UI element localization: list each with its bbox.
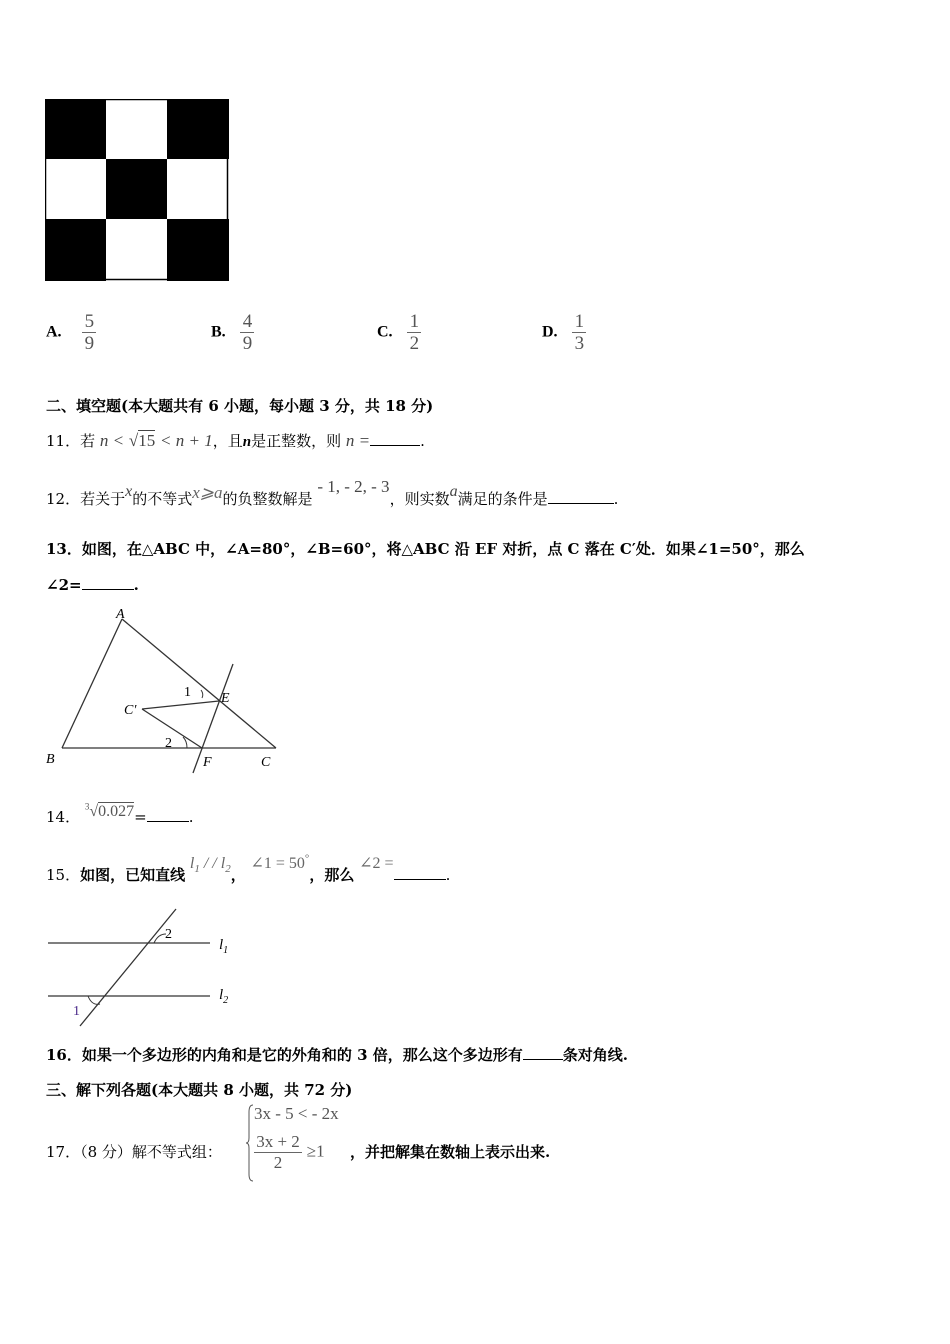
board-cell-black <box>45 99 106 159</box>
label-angle-2: 2 <box>165 736 172 751</box>
option-label: D. <box>542 323 558 341</box>
question-13-line2: ∠2= . <box>46 576 139 594</box>
cbrt-expression: $^3$√0.027 <box>84 801 135 820</box>
question-16: 16．如果一个多边形的内角和是它的外角和的 3 倍，那么这个多边形有 条对角线. <box>46 1046 628 1064</box>
label-b: B <box>46 752 55 767</box>
parallel-lines-figure <box>40 905 240 1030</box>
option-b <box>211 311 254 354</box>
label-angle-1: 1 <box>73 1004 80 1019</box>
fold-line-ef <box>193 664 233 773</box>
label-c-prime: C′ <box>124 703 137 718</box>
option-label: A. <box>46 323 62 341</box>
checkerboard-figure <box>45 99 229 281</box>
segment-c-prime-e <box>142 701 219 709</box>
answer-blank[interactable] <box>147 821 189 822</box>
question-17-tail: ，并把解集在数轴上表示出来. <box>350 1143 551 1161</box>
question-15: 15．如图，已知直线 $l_1$ / / $l_2$， ∠1 = 50°，那么 ∠2 =. <box>46 852 451 884</box>
label-l2: $l_2$ <box>219 987 229 1006</box>
label-l1: $l_1$ <box>219 937 229 956</box>
sqrt-expression: √15 <box>128 431 156 450</box>
option-fraction: $\frac{1}{2}$ <box>407 311 421 354</box>
answer-blank[interactable] <box>82 589 134 590</box>
board-cell-black <box>167 99 229 159</box>
option-fraction: $\frac{5}{9}$ <box>82 311 96 354</box>
angle-expression: ∠1 = 50° <box>250 852 310 872</box>
side-ac <box>122 619 276 748</box>
segment-c-prime-f <box>142 709 202 748</box>
board-cell-black <box>106 159 167 219</box>
question-11: 11．若 n < √15 < n + 1，且n是正整数，则 n = . <box>46 431 425 450</box>
board-cell-black <box>45 219 106 281</box>
inequality-system: 3x - 5 < - 2x $\frac{3x + 2}{2}$ ≥1 <box>246 1104 346 1182</box>
transversal-line <box>80 909 176 1026</box>
option-fraction: $\frac{1}{3}$ <box>572 311 586 354</box>
label-e: E <box>221 691 230 706</box>
option-d <box>542 311 586 354</box>
answer-blank[interactable] <box>548 503 614 504</box>
option-a <box>46 311 96 354</box>
question-13-line1: 13．如图，在△ABC 中，∠A=80°，∠B=60°，将△ABC 沿 EF 对折，点 C 落在 C′处．如果∠1=50°，那么 <box>46 540 805 558</box>
label-f: F <box>203 755 212 770</box>
section-3-title: 三、解下列各题(本大题共 8 小题，共 72 分) <box>46 1081 353 1099</box>
board-cell-black <box>167 219 229 281</box>
label-a: A <box>116 607 125 622</box>
label-angle-1: 1 <box>184 685 191 700</box>
label-angle-2: 2 <box>165 927 172 942</box>
triangle-fold-figure <box>40 602 290 780</box>
option-c <box>377 311 421 354</box>
option-fraction: $\frac{4}{9}$ <box>240 311 254 354</box>
answer-blank[interactable] <box>523 1059 563 1060</box>
side-ab <box>62 619 122 748</box>
answer-blank[interactable] <box>394 879 446 880</box>
question-14: 14． $^3$√0.027= . <box>46 801 194 826</box>
parallel-expression: $l_1$ / / $l_2$ <box>189 855 231 876</box>
question-17: 17．（8 分）解不等式组： <box>46 1143 222 1161</box>
option-label: C. <box>377 323 393 341</box>
option-label: B. <box>211 323 226 341</box>
answer-blank[interactable] <box>370 445 420 446</box>
question-12: 12．若关于x的不等式x⩾a的负整数解是 - 1, - 2, - 3，则实数a满足的条件是 . <box>46 477 619 508</box>
brace-icon <box>246 1104 254 1182</box>
label-c: C <box>261 755 271 770</box>
inequality-2: $\frac{3x + 2}{2}$ ≥1 <box>254 1132 325 1173</box>
section-2-title: 二、填空题(本大题共有 6 小题，每小题 3 分，共 18 分) <box>46 397 434 415</box>
